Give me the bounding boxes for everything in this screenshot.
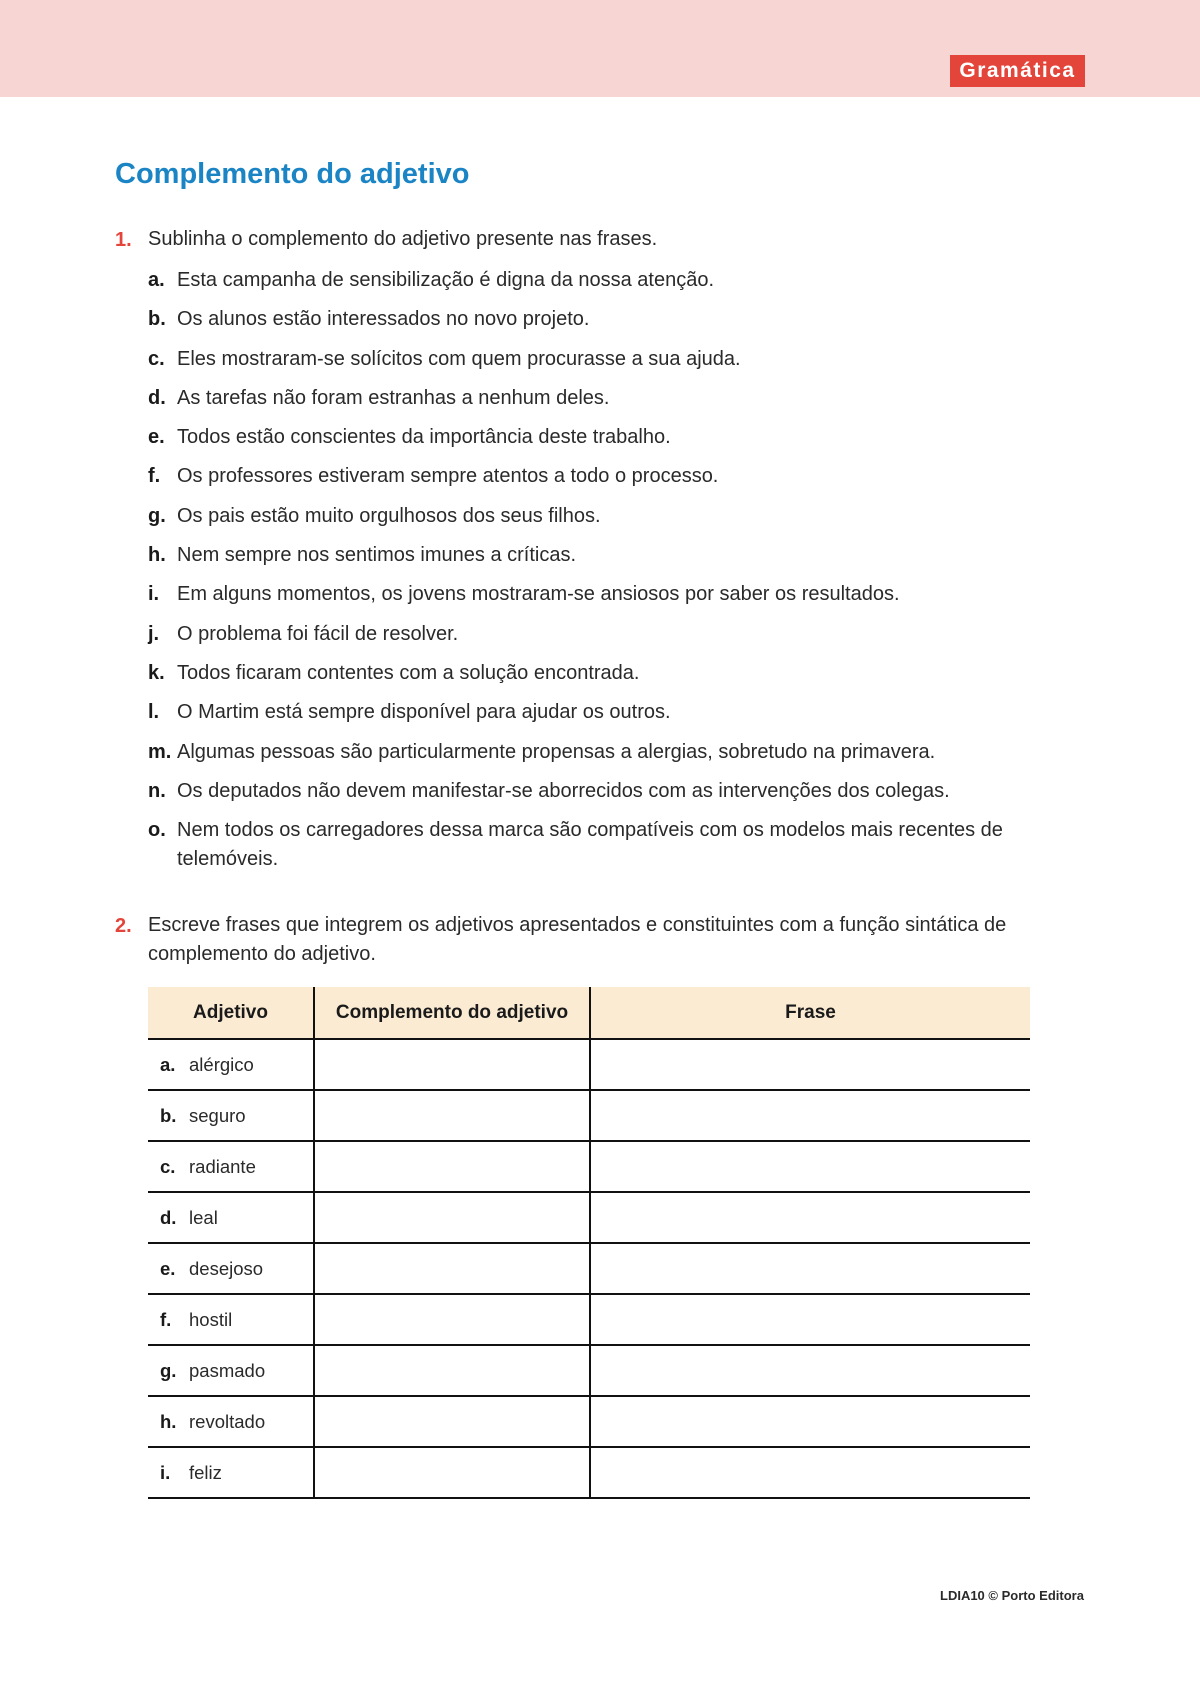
- list-item: [148, 659, 1078, 698]
- item-text: Nem todos os carregadores dessa marca são compatíveis com os modelos mais recentes de telemóveis.: [177, 819, 1003, 871]
- adjective-cell: [148, 1243, 314, 1294]
- row-letter: b.: [160, 1104, 177, 1126]
- item-text: Nem sempre nos sentimos imunes a críticas.: [177, 544, 577, 567]
- list-item: [148, 305, 1078, 344]
- table-row: [148, 1090, 1030, 1141]
- sentence-answer-cell[interactable]: [590, 1039, 1030, 1090]
- complement-answer-cell[interactable]: [314, 1039, 590, 1090]
- adjective-word: leal: [189, 1206, 218, 1228]
- list-item: [148, 698, 1078, 737]
- list-item: [148, 266, 1078, 305]
- item-text: Eles mostraram-se solícitos com quem procurasse a sua ajuda.: [177, 347, 741, 370]
- item-letter: l.: [148, 701, 160, 724]
- list-item: [148, 423, 1078, 462]
- adjective-cell: [148, 1294, 314, 1345]
- table-row: [148, 1345, 1030, 1396]
- list-item: [148, 777, 1078, 816]
- adjective-word: pasmado: [189, 1359, 266, 1381]
- section-tag: Gramática: [950, 55, 1085, 87]
- item-letter: m.: [148, 740, 172, 763]
- item-text: Todos estão conscientes da importância deste trabalho.: [177, 426, 671, 449]
- list-item: [148, 345, 1078, 384]
- row-letter: g.: [160, 1359, 177, 1381]
- table-row: [148, 1243, 1030, 1294]
- table-header-row: [148, 987, 1030, 1039]
- item-letter: e.: [148, 426, 165, 449]
- list-item: [148, 738, 1078, 777]
- sentence-answer-cell[interactable]: [590, 1090, 1030, 1141]
- complement-answer-cell[interactable]: [314, 1447, 590, 1498]
- row-letter: h.: [160, 1410, 177, 1432]
- item-letter: j.: [148, 622, 160, 645]
- footer-copyright: LDIA10 © Porto Editora: [940, 1588, 1084, 1603]
- table-row: [148, 1141, 1030, 1192]
- sentence-answer-cell[interactable]: [590, 1396, 1030, 1447]
- column-header-frase: Frase: [590, 987, 1030, 1039]
- adjective-word: hostil: [189, 1308, 233, 1330]
- item-text: O problema foi fácil de resolver.: [177, 622, 459, 645]
- adjective-word: alérgico: [189, 1053, 254, 1075]
- item-letter: g.: [148, 504, 166, 527]
- adjective-cell: [148, 1192, 314, 1243]
- complement-answer-cell[interactable]: [314, 1243, 590, 1294]
- adjective-cell: [148, 1039, 314, 1090]
- list-item: [148, 580, 1078, 619]
- table-row: [148, 1396, 1030, 1447]
- item-text: Algumas pessoas são particularmente propensas a alergias, sobretudo na primavera.: [177, 740, 936, 763]
- complement-answer-cell[interactable]: [314, 1345, 590, 1396]
- complement-answer-cell[interactable]: [314, 1192, 590, 1243]
- row-letter: a.: [160, 1053, 176, 1075]
- table-row: [148, 1039, 1030, 1090]
- item-text: Em alguns momentos, os jovens mostraram-se ansiosos por saber os resultados.: [177, 583, 900, 606]
- row-letter: f.: [160, 1308, 172, 1330]
- item-text: Esta campanha de sensibilização é digna da nossa atenção.: [177, 269, 715, 291]
- row-letter: e.: [160, 1257, 176, 1279]
- table-row: [148, 1294, 1030, 1345]
- item-text: Os professores estiveram sempre atentos a todo o processo.: [177, 465, 719, 488]
- sentence-answer-cell[interactable]: [590, 1345, 1030, 1396]
- list-item: [148, 816, 1078, 874]
- adjective-cell: [148, 1090, 314, 1141]
- item-letter: d.: [148, 386, 166, 409]
- question-2-number: 2.: [115, 915, 132, 937]
- item-text: O Martim está sempre disponível para ajudar os outros.: [177, 701, 671, 724]
- adjective-word: desejoso: [189, 1257, 264, 1279]
- page-title: Complemento do adjetivo: [115, 158, 470, 190]
- adjective-cell: [148, 1447, 314, 1498]
- item-letter: a.: [148, 269, 165, 291]
- adjective-word: radiante: [189, 1155, 256, 1177]
- adjective-cell: [148, 1141, 314, 1192]
- table-row: [148, 1447, 1030, 1498]
- row-letter: d.: [160, 1206, 177, 1228]
- row-letter: c.: [160, 1155, 176, 1177]
- sentence-answer-cell[interactable]: [590, 1192, 1030, 1243]
- complement-answer-cell[interactable]: [314, 1141, 590, 1192]
- item-letter: h.: [148, 544, 166, 567]
- complement-answer-cell[interactable]: [314, 1090, 590, 1141]
- item-text: Os pais estão muito orgulhosos dos seus filhos.: [177, 504, 601, 527]
- question-1-instruction: Sublinha o complemento do adjetivo presente nas frases.: [148, 228, 658, 250]
- complement-answer-cell[interactable]: [314, 1294, 590, 1345]
- list-item: [148, 502, 1078, 541]
- item-text: Todos ficaram contentes com a solução encontrada.: [177, 661, 640, 684]
- item-text: Os deputados não devem manifestar-se aborrecidos com as intervenções dos colegas.: [177, 779, 950, 802]
- item-text: Os alunos estão interessados no novo projeto.: [177, 308, 590, 331]
- question-1-number: 1.: [115, 229, 132, 251]
- list-item: [148, 384, 1078, 423]
- item-letter: o.: [148, 819, 166, 842]
- item-letter: c.: [148, 347, 165, 370]
- list-item: [148, 541, 1078, 580]
- sentence-answer-cell[interactable]: [590, 1447, 1030, 1498]
- item-letter: f.: [148, 465, 161, 488]
- question-1-items: [148, 266, 1078, 874]
- complement-answer-cell[interactable]: [314, 1396, 590, 1447]
- item-letter: i.: [148, 583, 160, 606]
- sentence-answer-cell[interactable]: [590, 1141, 1030, 1192]
- adjective-cell: [148, 1345, 314, 1396]
- item-text: As tarefas não foram estranhas a nenhum deles.: [177, 386, 610, 409]
- list-item: [148, 462, 1078, 501]
- column-header-complemento: Complemento do adjetivo: [314, 987, 590, 1039]
- answer-table: [148, 987, 1030, 1499]
- adjective-word: seguro: [189, 1104, 246, 1126]
- question-2-instruction: Escreve frases que integrem os adjetivos apresentados e constituintes com a função sintática de complemento do adjetivo.: [148, 914, 1007, 965]
- adjective-word: revoltado: [189, 1410, 266, 1432]
- list-item: [148, 620, 1078, 659]
- item-letter: n.: [148, 779, 166, 802]
- item-letter: k.: [148, 661, 165, 684]
- table-row: [148, 1192, 1030, 1243]
- item-letter: b.: [148, 308, 166, 331]
- row-letter: i.: [160, 1461, 171, 1483]
- sentence-answer-cell[interactable]: [590, 1294, 1030, 1345]
- adjective-word: feliz: [189, 1461, 222, 1483]
- sentence-answer-cell[interactable]: [590, 1243, 1030, 1294]
- column-header-adjetivo: Adjetivo: [148, 987, 314, 1039]
- adjective-cell: [148, 1396, 314, 1447]
